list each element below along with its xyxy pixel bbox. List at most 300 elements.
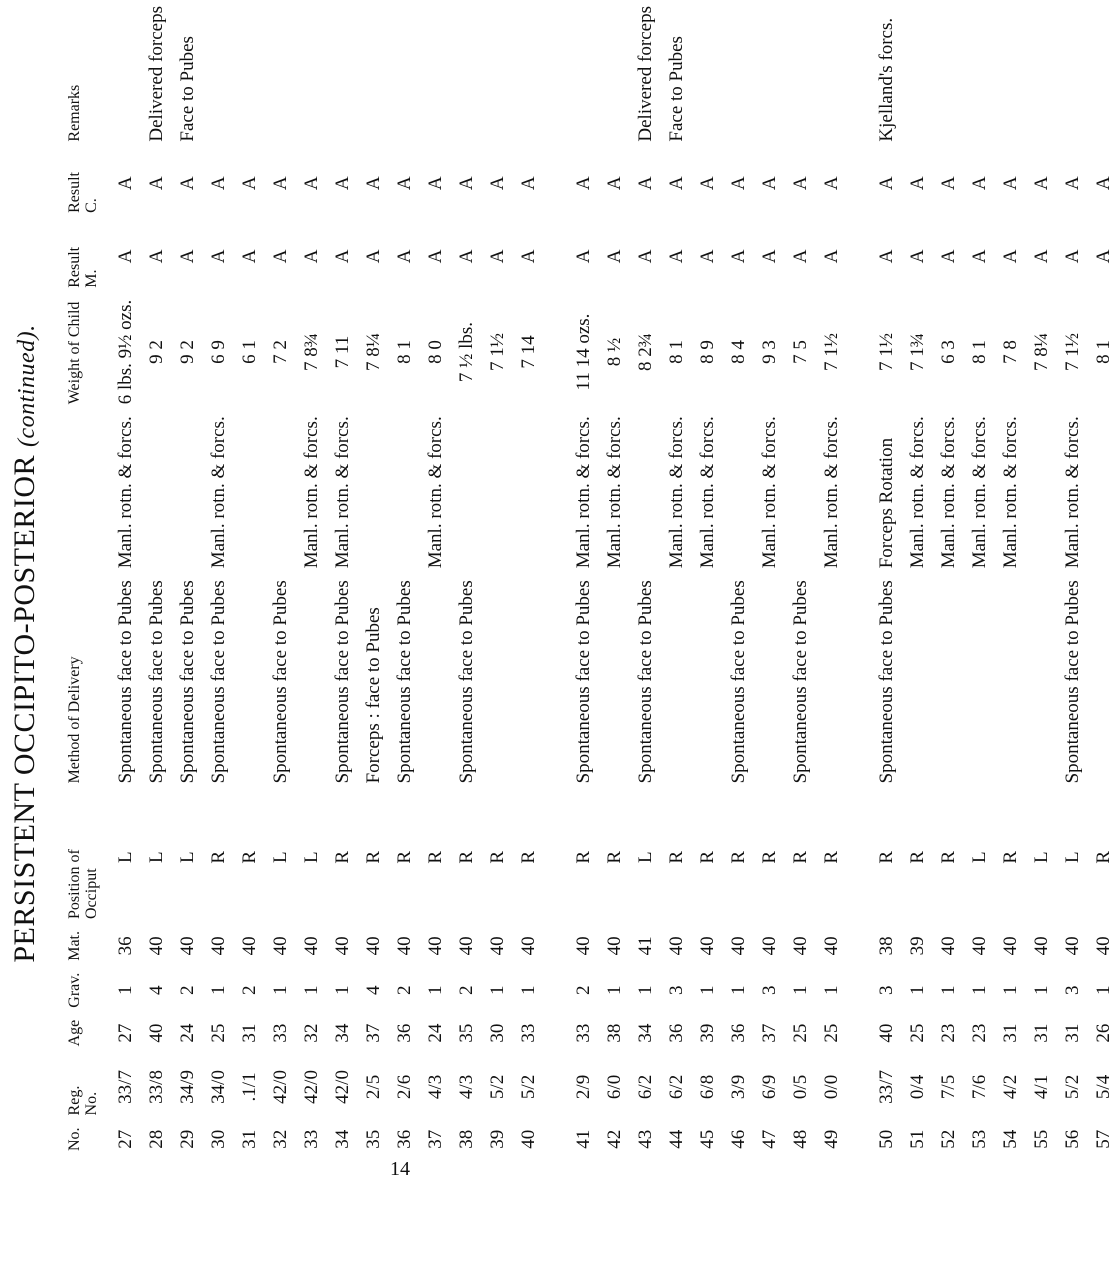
cell-result-c: A — [1092, 176, 1114, 191]
cell-method-extra — [451, 410, 482, 574]
cell-method-extra: Manl. rotn. & forcs. — [820, 416, 842, 569]
cell-result-c: A — [424, 176, 446, 191]
cell-position: R — [1092, 850, 1114, 864]
cell-weight: 7 8 — [999, 340, 1021, 364]
table-row — [110, 0, 141, 1157]
cell-no: 55 — [1030, 1129, 1052, 1149]
cell-method — [964, 574, 995, 789]
cell-age: 25 — [207, 1023, 229, 1043]
cell-no: 42 — [603, 1129, 625, 1149]
cell-method: Spontaneous face to Pubes — [269, 580, 291, 784]
cell-weight: 7 1½ — [1061, 333, 1083, 372]
col-header-method: Method of Delivery — [66, 656, 83, 784]
cell-reg-no: 0/5 — [789, 1074, 811, 1100]
cell-age: 23 — [968, 1023, 990, 1043]
cell-method — [420, 574, 451, 789]
cell-grav: 3 — [665, 985, 687, 996]
cell-remarks — [420, 0, 451, 148]
cell-position: R — [238, 850, 260, 864]
cell-weight: 7 11 — [331, 335, 353, 369]
cell-weight: 6 3 — [937, 340, 959, 364]
table-row — [785, 0, 816, 1157]
cell-no: 36 — [393, 1129, 415, 1149]
cell-method: Spontaneous face to Pubes — [331, 580, 353, 784]
cell-mat: 38 — [875, 936, 897, 956]
cell-mat: 40 — [486, 936, 508, 956]
cell-result-m: A — [875, 249, 897, 264]
cell-position: R — [906, 850, 928, 864]
cell-result-m: A — [455, 249, 477, 264]
cell-result-c: A — [362, 176, 384, 191]
cell-remarks — [358, 0, 389, 148]
cell-grav: 2 — [393, 985, 415, 996]
cell-mat: 40 — [238, 936, 260, 956]
cell-mat: 40 — [145, 936, 167, 956]
cell-grav: 3 — [875, 985, 897, 996]
cell-method: Spontaneous face to Pubes — [634, 580, 656, 784]
cell-position: R — [486, 850, 508, 864]
cell-grav: 2 — [176, 985, 198, 996]
cell-method: Spontaneous face to Pubes — [393, 580, 415, 784]
cell-result-c: A — [486, 176, 508, 191]
cell-weight: 9 2 — [145, 340, 167, 364]
cell-result-c: A — [517, 176, 539, 191]
cell-weight: 7 8¼ — [1030, 333, 1052, 372]
cell-position: L — [176, 851, 198, 864]
cell-remarks — [110, 0, 141, 148]
cell-no: 50 — [875, 1129, 897, 1149]
cell-position: R — [455, 850, 477, 864]
cell-result-m: A — [331, 249, 353, 264]
cell-reg-no: 42/0 — [331, 1070, 353, 1104]
cell-result-c: A — [999, 176, 1021, 191]
table-row — [1057, 0, 1088, 1157]
cell-result-m: A — [145, 249, 167, 264]
cell-method-extra: Manl. rotn. & forcs. — [758, 416, 780, 569]
cell-result-c: A — [572, 176, 594, 191]
cell-age: 26 — [1092, 1023, 1114, 1043]
cell-result-c: A — [331, 176, 353, 191]
cell-result-c: A — [1061, 176, 1083, 191]
cell-mat: 40 — [300, 936, 322, 956]
cell-method: Spontaneous face to Pubes — [789, 580, 811, 784]
cell-method-extra: Manl. rotn. & forcs. — [696, 416, 718, 569]
cell-result-m: A — [968, 249, 990, 264]
cell-method-extra — [1026, 410, 1057, 574]
cell-result-m: A — [634, 249, 656, 264]
cell-result-c: A — [603, 176, 625, 191]
cell-result-m: A — [517, 249, 539, 264]
cell-remarks: Face to Pubes — [176, 36, 198, 142]
cell-remarks: Delivered forceps — [634, 6, 656, 142]
cell-result-m: A — [1092, 249, 1114, 264]
cell-remarks — [785, 0, 816, 148]
cell-mat: 40 — [176, 936, 198, 956]
cell-reg-no: 3/9 — [727, 1074, 749, 1100]
cell-reg-no: 7/5 — [937, 1074, 959, 1100]
cell-remarks — [265, 0, 296, 148]
cell-no: 31 — [238, 1129, 260, 1149]
cell-weight: 8 1 — [1092, 340, 1114, 364]
cell-mat: 40 — [937, 936, 959, 956]
cell-reg-no: 42/0 — [300, 1070, 322, 1104]
cell-result-m: A — [486, 249, 508, 264]
cell-method-extra — [513, 410, 544, 574]
cell-mat: 40 — [455, 936, 477, 956]
cell-remarks — [754, 0, 785, 148]
cell-weight: 8 1 — [393, 340, 415, 364]
cell-reg-no: 4/1 — [1030, 1074, 1052, 1100]
cell-result-c: A — [968, 176, 990, 191]
cell-method-extra: Manl. rotn. & forcs. — [906, 416, 928, 569]
cell-method-extra: Forceps Rotation — [875, 437, 897, 569]
table-row — [964, 0, 995, 1157]
cell-grav: 1 — [727, 985, 749, 996]
cell-result-c: A — [300, 176, 322, 191]
cell-age: 36 — [665, 1023, 687, 1043]
cell-grav: 3 — [758, 985, 780, 996]
table-row — [420, 0, 451, 1157]
cell-result-c: A — [820, 176, 842, 191]
cell-grav: 1 — [517, 985, 539, 996]
cell-no: 43 — [634, 1129, 656, 1149]
cell-no: 53 — [968, 1129, 990, 1149]
table-row — [568, 0, 599, 1157]
cell-result-m: A — [269, 249, 291, 264]
cell-method — [513, 574, 544, 789]
cell-no: 40 — [517, 1129, 539, 1149]
cell-method-extra — [358, 410, 389, 574]
cell-result-m: A — [603, 249, 625, 264]
cell-mat: 39 — [906, 936, 928, 956]
cell-method-extra: Manl. rotn. & forcs. — [937, 416, 959, 569]
cell-mat: 40 — [665, 936, 687, 956]
cell-method — [1088, 574, 1119, 789]
cell-no: 44 — [665, 1129, 687, 1149]
cell-result-c: A — [634, 176, 656, 191]
cell-age: 25 — [906, 1023, 928, 1043]
cell-result-c: A — [455, 176, 477, 191]
cell-weight: 11 14 ozs. — [572, 313, 594, 391]
cell-age: 23 — [937, 1023, 959, 1043]
cell-method — [754, 574, 785, 789]
cell-result-c: A — [665, 176, 687, 191]
cell-no: 54 — [999, 1129, 1021, 1149]
cell-method: Spontaneous face to Pubes — [176, 580, 198, 784]
table-row — [265, 0, 296, 1157]
cell-position: L — [634, 851, 656, 864]
cell-method — [692, 574, 723, 789]
cell-result-m: A — [820, 249, 842, 264]
cell-grav: 1 — [789, 985, 811, 996]
cell-reg-no: 33/7 — [114, 1070, 136, 1104]
table-row — [141, 0, 172, 1157]
cell-remarks — [723, 0, 754, 148]
cell-remarks — [389, 0, 420, 148]
cell-reg-no: 0/0 — [820, 1074, 842, 1100]
cell-mat: 40 — [820, 936, 842, 956]
cell-result-c: A — [1030, 176, 1052, 191]
cell-reg-no: 4/3 — [424, 1074, 446, 1100]
cell-grav: 2 — [572, 985, 594, 996]
cell-remarks — [451, 0, 482, 148]
cell-no: 27 — [114, 1129, 136, 1149]
cell-mat: 40 — [727, 936, 749, 956]
cell-mat: 40 — [758, 936, 780, 956]
cell-age: 31 — [1030, 1023, 1052, 1043]
cell-weight: 9 2 — [176, 340, 198, 364]
cell-reg-no: 42/0 — [269, 1070, 291, 1104]
cell-reg-no: .1/1 — [238, 1072, 260, 1102]
cell-method — [234, 574, 265, 789]
cell-position: L — [1061, 851, 1083, 864]
table-header-row — [62, 0, 110, 1157]
cell-grav: 4 — [145, 985, 167, 996]
cell-method-extra: Manl. rotn. & forcs. — [114, 416, 136, 569]
cell-weight: 7 1½ — [820, 333, 842, 372]
cell-reg-no: 4/2 — [999, 1074, 1021, 1100]
cell-mat: 40 — [696, 936, 718, 956]
cell-age: 40 — [145, 1023, 167, 1043]
cell-position: R — [875, 850, 897, 864]
cell-age: 36 — [393, 1023, 415, 1043]
cell-result-m: A — [238, 249, 260, 264]
cell-result-m: A — [999, 249, 1021, 264]
cell-position: R — [727, 850, 749, 864]
cell-age: 31 — [999, 1023, 1021, 1043]
cell-weight: 7 8¾ — [300, 333, 322, 372]
cell-result-c: A — [207, 176, 229, 191]
cell-result-m: A — [758, 249, 780, 264]
table-row — [871, 0, 902, 1157]
cell-no: 41 — [572, 1129, 594, 1149]
col-header-position: Position of Occiput — [66, 849, 100, 919]
cell-no: 57 — [1092, 1129, 1114, 1149]
cell-mat: 40 — [572, 936, 594, 956]
cell-reg-no: 2/6 — [393, 1074, 415, 1100]
cell-method — [296, 574, 327, 789]
cell-result-m: A — [393, 249, 415, 264]
cell-remarks — [964, 0, 995, 148]
table-row — [933, 0, 964, 1157]
cell-method-extra: Manl. rotn. & forcs. — [968, 416, 990, 569]
cell-result-m: A — [727, 249, 749, 264]
cell-reg-no: 6/2 — [634, 1074, 656, 1100]
cell-position: L — [145, 851, 167, 864]
cell-result-m: A — [114, 249, 136, 264]
page-title — [8, 0, 42, 1287]
cell-reg-no: 5/2 — [517, 1074, 539, 1100]
cell-reg-no: 0/4 — [906, 1074, 928, 1100]
cell-method-extra — [482, 410, 513, 574]
cell-grav: 4 — [362, 985, 384, 996]
cell-method — [995, 574, 1026, 789]
cell-age: 36 — [727, 1023, 749, 1043]
cell-mat: 40 — [1030, 936, 1052, 956]
cell-reg-no: 33/8 — [145, 1070, 167, 1104]
cell-grav: 1 — [331, 985, 353, 996]
cell-result-m: A — [362, 249, 384, 264]
cell-result-m: A — [300, 249, 322, 264]
cell-remarks — [482, 0, 513, 148]
cell-remarks — [995, 0, 1026, 148]
cell-weight: 8 1 — [968, 340, 990, 364]
cell-remarks — [599, 0, 630, 148]
cell-result-m: A — [424, 249, 446, 264]
table-row — [358, 0, 389, 1157]
table-row — [327, 0, 358, 1157]
cell-remarks — [513, 0, 544, 148]
cell-no: 38 — [455, 1129, 477, 1149]
cell-result-c: A — [875, 176, 897, 191]
cell-method — [599, 574, 630, 789]
cell-method-extra: Manl. rotn. & forcs. — [603, 416, 625, 569]
cell-position: R — [999, 850, 1021, 864]
title-text: PERSISTENT OCCIPITO-POSTERIOR — [8, 455, 41, 963]
cell-no: 56 — [1061, 1129, 1083, 1149]
cell-mat: 40 — [968, 936, 990, 956]
cell-weight: 8 0 — [424, 340, 446, 364]
cell-remarks — [816, 0, 847, 148]
cell-result-m: A — [696, 249, 718, 264]
cell-age: 33 — [517, 1023, 539, 1043]
cell-reg-no: 6/0 — [603, 1074, 625, 1100]
table-row — [661, 0, 692, 1157]
cell-method-extra: Manl. rotn. & forcs. — [1061, 416, 1083, 569]
cell-remarks — [568, 0, 599, 148]
cell-weight: 7 1½ — [875, 333, 897, 372]
cell-weight: 7 5 — [789, 340, 811, 364]
cell-no: 47 — [758, 1129, 780, 1149]
cell-reg-no: 34/0 — [207, 1070, 229, 1104]
cell-position: R — [572, 850, 594, 864]
cell-mat: 40 — [269, 936, 291, 956]
cell-remarks: Kjelland's forcs. — [875, 17, 897, 142]
cell-method-extra — [723, 410, 754, 574]
col-header-remarks: Remarks — [66, 84, 83, 142]
cell-reg-no: 34/9 — [176, 1070, 198, 1104]
cell-reg-no: 5/4 — [1092, 1074, 1114, 1100]
cell-result-c: A — [393, 176, 415, 191]
cell-position: R — [937, 850, 959, 864]
cell-grav: 2 — [238, 985, 260, 996]
cell-age: 37 — [362, 1023, 384, 1043]
cell-grav: 1 — [603, 985, 625, 996]
cell-mat: 40 — [424, 936, 446, 956]
cell-remarks — [234, 0, 265, 148]
cell-grav: 1 — [968, 985, 990, 996]
cell-age: 25 — [789, 1023, 811, 1043]
cell-no: 32 — [269, 1129, 291, 1149]
cell-mat: 40 — [331, 936, 353, 956]
cell-position: R — [207, 850, 229, 864]
cell-grav: 1 — [1092, 985, 1114, 996]
cell-age: 30 — [486, 1023, 508, 1043]
cell-result-m: A — [789, 249, 811, 264]
cell-position: R — [517, 850, 539, 864]
cell-method-extra — [630, 410, 661, 574]
cell-method: Spontaneous face to Pubes — [572, 580, 594, 784]
cell-method-extra — [234, 410, 265, 574]
col-header-weight: Weight of Child — [66, 301, 83, 405]
cell-position: L — [269, 851, 291, 864]
cell-mat: 36 — [114, 936, 136, 956]
cell-remarks — [692, 0, 723, 148]
cell-age: 27 — [114, 1023, 136, 1043]
cell-method: Spontaneous face to Pubes — [207, 580, 229, 784]
cell-position: R — [424, 850, 446, 864]
cell-method: Spontaneous face to Pubes — [875, 580, 897, 784]
cell-weight: 7 1¾ — [906, 333, 928, 372]
cell-method-extra: Manl. rotn. & forcs. — [572, 416, 594, 569]
title-subtitle: (continued). — [14, 324, 40, 447]
cell-result-c: A — [696, 176, 718, 191]
cell-method — [933, 574, 964, 789]
cell-no: 52 — [937, 1129, 959, 1149]
table-row — [692, 0, 723, 1157]
cell-result-c: A — [269, 176, 291, 191]
cell-reg-no: 5/2 — [1061, 1074, 1083, 1100]
cell-grav: 1 — [207, 985, 229, 996]
cell-weight: 7 1½ — [486, 333, 508, 372]
table-row — [1026, 0, 1057, 1157]
cell-position: L — [114, 851, 136, 864]
cell-weight: 6 lbs. 9½ ozs. — [114, 299, 136, 405]
cell-no: 49 — [820, 1129, 842, 1149]
col-header-mat: Mat. — [66, 931, 83, 961]
cell-age: 33 — [572, 1023, 594, 1043]
cell-result-m: A — [665, 249, 687, 264]
cell-age: 35 — [455, 1023, 477, 1043]
table-row — [513, 0, 544, 1157]
cell-mat: 40 — [789, 936, 811, 956]
table-row — [203, 0, 234, 1157]
cell-method-extra — [265, 410, 296, 574]
cell-position: L — [1030, 851, 1052, 864]
cell-method — [1026, 574, 1057, 789]
cell-remarks — [296, 0, 327, 148]
cell-mat: 40 — [362, 936, 384, 956]
cell-no: 39 — [486, 1129, 508, 1149]
cell-result-c: A — [937, 176, 959, 191]
cell-method — [816, 574, 847, 789]
cell-mat: 40 — [999, 936, 1021, 956]
cell-method-extra: Manl. rotn. & forcs. — [300, 416, 322, 569]
cell-grav: 1 — [1030, 985, 1052, 996]
cell-position: R — [393, 850, 415, 864]
cell-weight: 8 ½ — [603, 337, 625, 367]
cell-age: 37 — [758, 1023, 780, 1043]
cell-result-c: A — [727, 176, 749, 191]
cell-age: 38 — [603, 1023, 625, 1043]
cell-result-m: A — [572, 249, 594, 264]
cell-grav: 1 — [999, 985, 1021, 996]
cell-age: 39 — [696, 1023, 718, 1043]
cell-position: L — [968, 851, 990, 864]
cell-weight: 8 4 — [727, 340, 749, 364]
cell-remarks — [1088, 0, 1119, 148]
cell-mat: 40 — [207, 936, 229, 956]
cell-result-c: A — [145, 176, 167, 191]
cell-no: 51 — [906, 1129, 928, 1149]
cell-weight: 6 1 — [238, 340, 260, 364]
cell-remarks: Face to Pubes — [665, 36, 687, 142]
cell-remarks — [933, 0, 964, 148]
cell-weight: 8 1 — [665, 340, 687, 364]
col-header-reg-no: Reg. No. — [66, 1085, 100, 1116]
cell-weight: 7 ½ lbs. — [455, 321, 477, 383]
cell-grav: 1 — [114, 985, 136, 996]
